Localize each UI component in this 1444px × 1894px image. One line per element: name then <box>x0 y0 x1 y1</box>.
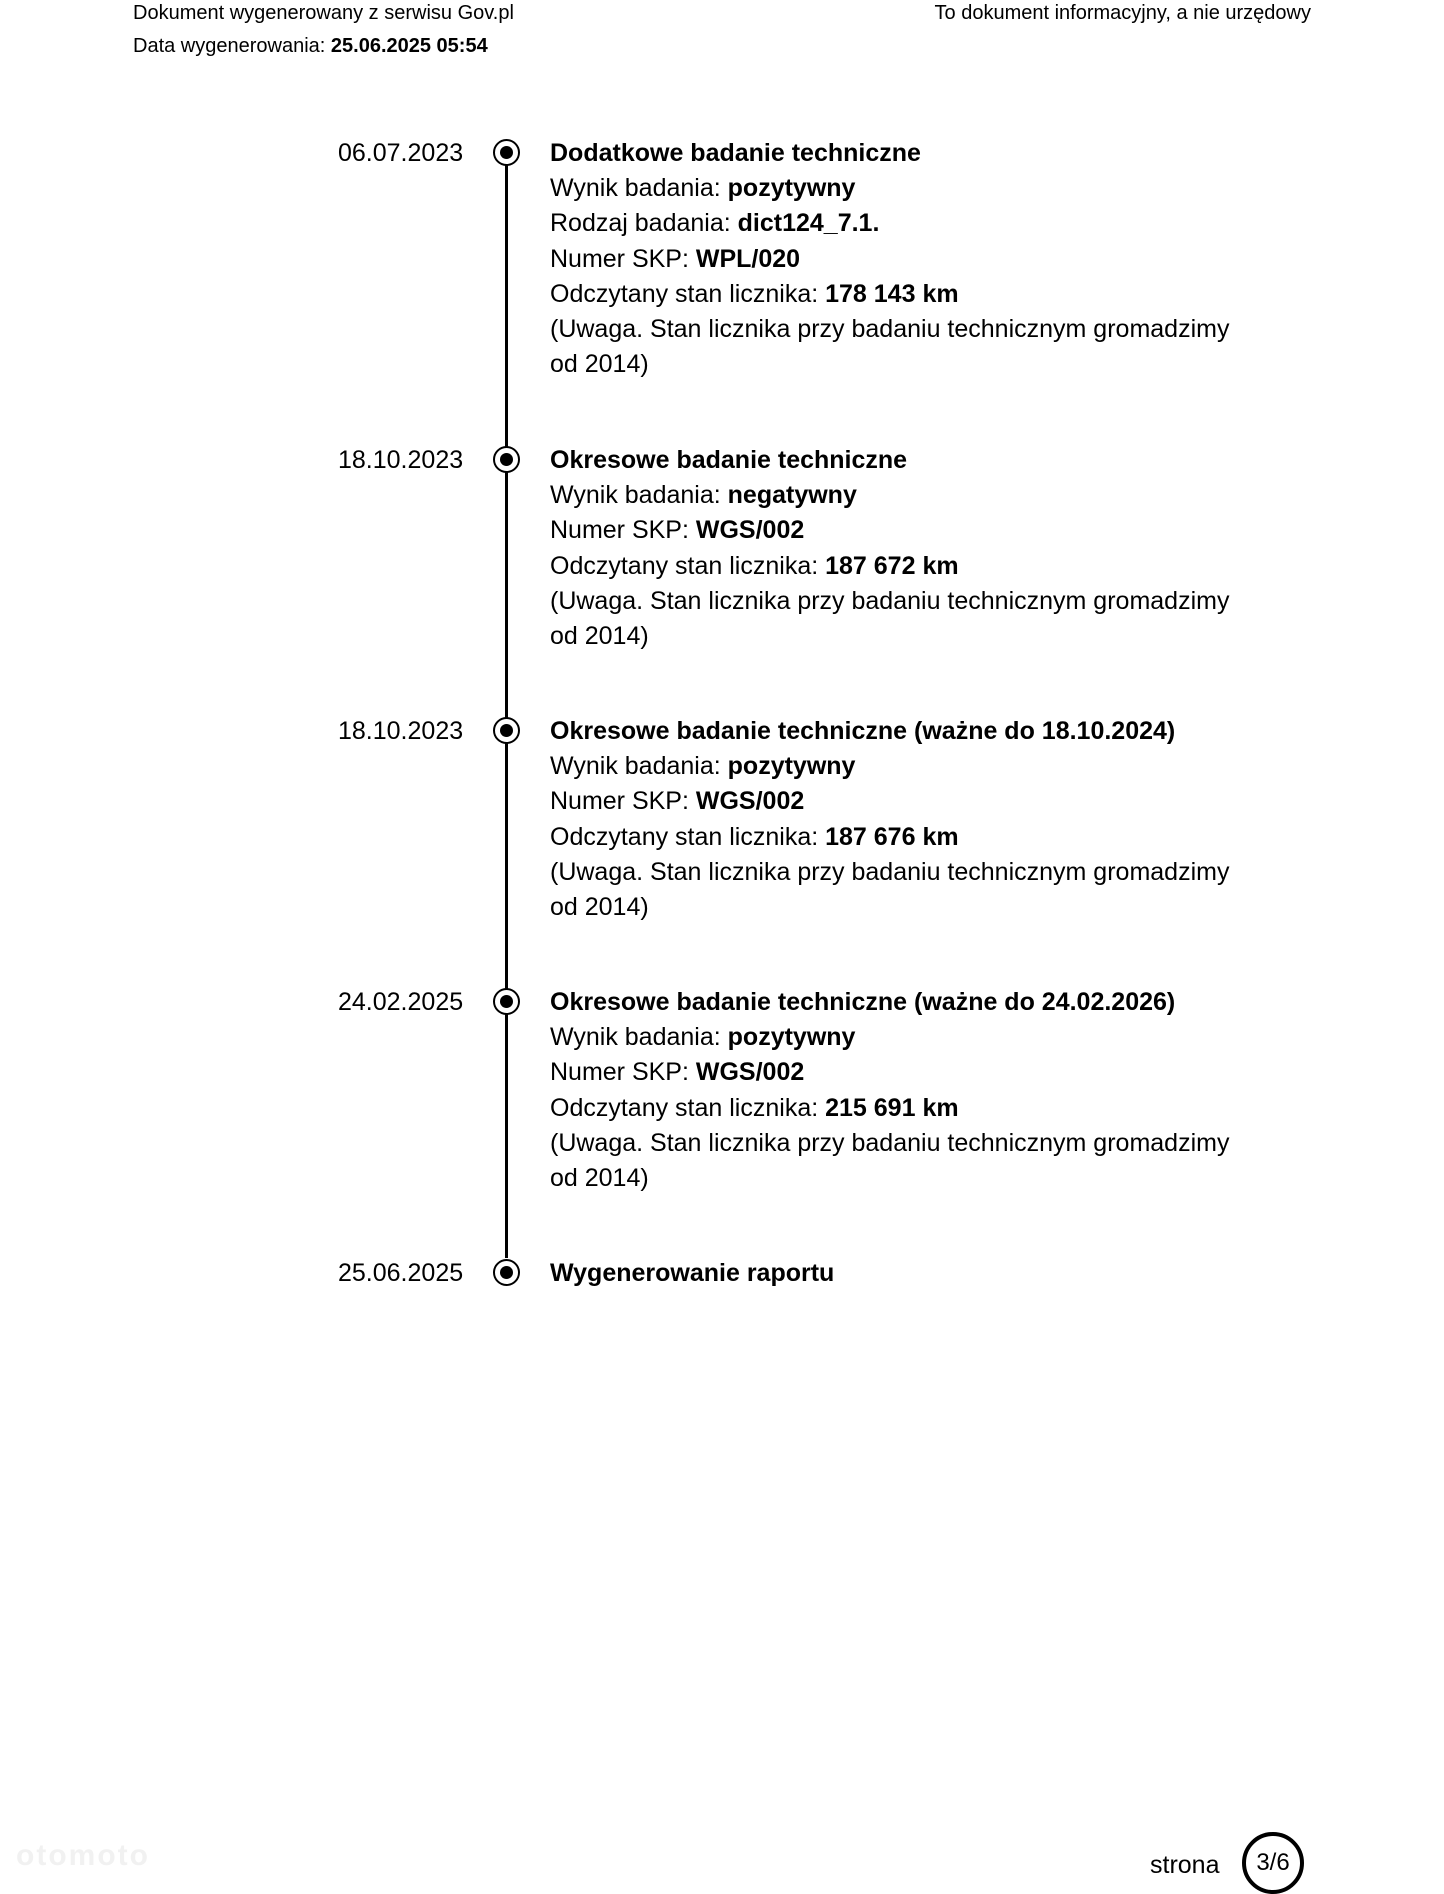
event-date: 06.07.2023 <box>338 139 464 167</box>
footer-page-number: 3/6 <box>1242 1832 1304 1894</box>
event-title: Wygenerowanie raportu <box>550 1259 835 1287</box>
event-note: (Uwaga. Stan licznika przy badaniu technicznym gromadzimy od 2014) <box>550 315 1230 379</box>
event-result: Wynik badania: negatywny <box>550 481 857 510</box>
event-title: Okresowe badanie techniczne (ważne do 24.02.2026) <box>550 988 1176 1016</box>
event-odometer: Odczytany stan licznika: 187 676 km <box>550 822 959 851</box>
event-date: 24.02.2025 <box>338 988 464 1016</box>
event-odometer: Odczytany stan licznika: 178 143 km <box>550 279 959 308</box>
timeline-dot-icon <box>493 988 520 1015</box>
event-details <box>550 1256 1250 1291</box>
event-date: 18.10.2023 <box>338 717 464 745</box>
event-odometer: Odczytany stan licznika: 215 691 km <box>550 1093 959 1122</box>
event-result: Wynik badania: pozytywny <box>550 1023 856 1052</box>
event-note: (Uwaga. Stan licznika przy badaniu technicznym gromadzimy od 2014) <box>550 857 1230 922</box>
event-details <box>550 136 1250 382</box>
event-type: Rodzaj badania: dict124_7.1. <box>550 209 880 238</box>
event-skp: Numer SKP: WPL/020 <box>550 244 801 273</box>
event-skp: Numer SKP: WGS/002 <box>550 1058 805 1087</box>
footer-page-label: strona <box>1150 1851 1220 1879</box>
header-disclaimer: To dokument informacyjny, a nie urzędowy <box>934 2 1311 24</box>
event-details <box>550 443 1250 654</box>
event-title: Okresowe badanie techniczne <box>550 446 908 474</box>
event-date: 25.06.2025 <box>338 1259 464 1287</box>
header-source: Dokument wygenerowany z serwisu Gov.pl <box>133 2 514 24</box>
event-details <box>550 985 1250 1196</box>
timeline-line <box>505 152 508 1258</box>
watermark: otomoto <box>16 1839 150 1872</box>
timeline-dot-icon <box>493 139 520 166</box>
event-skp: Numer SKP: WGS/002 <box>550 787 805 816</box>
timeline-dot-icon <box>493 1259 520 1286</box>
event-title: Okresowe badanie techniczne (ważne do 18.10.2024) <box>550 717 1176 745</box>
event-note: (Uwaga. Stan licznika przy badaniu technicznym gromadzimy od 2014) <box>550 586 1230 651</box>
event-skp: Numer SKP: WGS/002 <box>550 516 805 545</box>
timeline-dot-icon <box>493 446 520 473</box>
event-title: Dodatkowe badanie techniczne <box>550 139 921 167</box>
header-generation-date <box>133 34 488 58</box>
event-result: Wynik badania: pozytywny <box>550 174 856 203</box>
header-date-label: Data wygenerowania: <box>133 35 331 57</box>
event-odometer: Odczytany stan licznika: 187 672 km <box>550 551 959 580</box>
event-date: 18.10.2023 <box>338 446 464 474</box>
header-date-value: 25.06.2025 05:54 <box>330 35 488 57</box>
inspection-timeline <box>0 136 1444 1296</box>
event-result: Wynik badania: pozytywny <box>550 752 856 781</box>
event-note: (Uwaga. Stan licznika przy badaniu technicznym gromadzimy od 2014) <box>550 1128 1230 1193</box>
timeline-dot-icon <box>493 717 520 744</box>
event-details <box>550 714 1250 925</box>
